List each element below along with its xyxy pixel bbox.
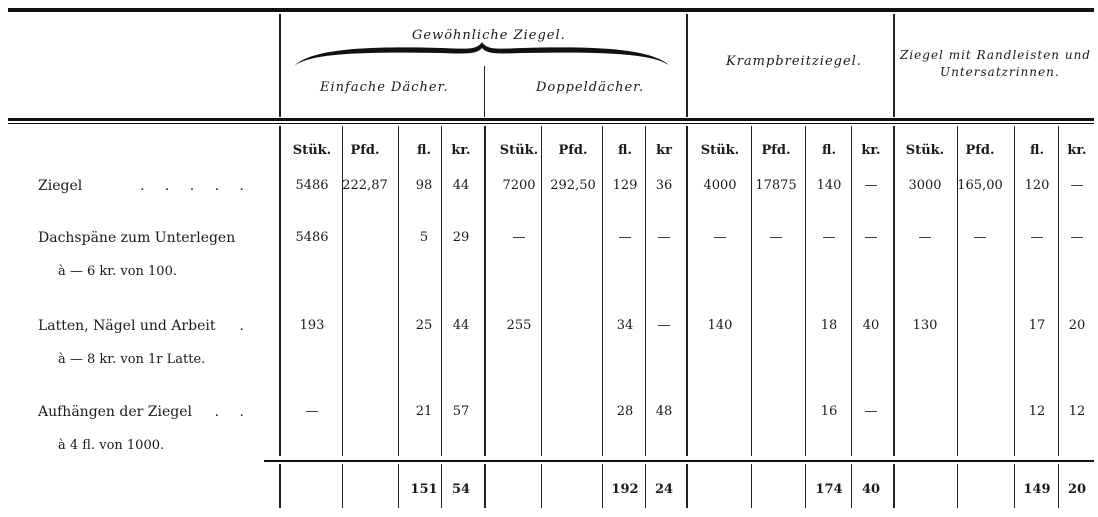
total-cell: 54 (451, 482, 471, 497)
header-gewoehnliche: Gewöhnliche Ziegel. (412, 28, 566, 43)
table-cell: 130 (912, 318, 938, 333)
unit-heading: Pfd. (350, 143, 380, 158)
header-rand-line2: Untersatzrinnen. (940, 65, 1060, 79)
header-kramp: Krampbreitziegel. (726, 54, 862, 69)
header-doppel: Doppeldächer. (536, 80, 645, 95)
header-divider (279, 14, 281, 117)
total-cell: 20 (1067, 482, 1087, 497)
row-leader-dots: . . (214, 404, 252, 420)
row-rate: à — 6 kr. von 100. (58, 264, 177, 279)
table-cell: 29 (452, 230, 470, 245)
table-cell: 165,00 (957, 178, 1003, 193)
table-cell: — (305, 404, 319, 419)
table-cell: 140 (816, 178, 842, 193)
table-cell: 4000 (703, 178, 737, 193)
table-cell: 255 (506, 318, 532, 333)
column-divider (957, 126, 958, 456)
table-cell: 16 (820, 404, 838, 419)
unit-heading: Pfd. (558, 143, 588, 158)
table-cell: 3000 (908, 178, 942, 193)
table-cell: 292,50 (550, 178, 596, 193)
table-cell: 12 (1028, 404, 1046, 419)
row-leader-dots: . (239, 318, 252, 334)
table-cell: 7200 (502, 178, 536, 193)
total-cell: 40 (861, 482, 881, 497)
table-cell: 129 (612, 178, 638, 193)
unit-heading: Stük. (700, 143, 740, 158)
header-rule-thin (8, 123, 1094, 124)
table-cell: 18 (820, 318, 838, 333)
table-cell: 48 (655, 404, 673, 419)
table-cell: — (1070, 178, 1084, 193)
table-cell: 140 (707, 318, 733, 333)
column-divider (541, 126, 542, 456)
column-divider (279, 126, 281, 456)
row-label: Dachspäne zum Unterlegen (38, 230, 236, 246)
table-cell: 12 (1068, 404, 1086, 419)
table-cell: 36 (655, 178, 673, 193)
header-rand-line1: Ziegel mit Randleisten und (900, 48, 1091, 62)
table-cell: 5486 (295, 178, 329, 193)
unit-heading: fl. (618, 143, 632, 158)
unit-heading: kr (656, 143, 672, 158)
totals-divider (541, 464, 542, 508)
totals-rule (264, 460, 1094, 462)
table-cell: 25 (415, 318, 433, 333)
unit-heading: Stük. (905, 143, 945, 158)
row-label: Ziegel (38, 178, 83, 194)
row-leader-dots: . . . . . (139, 178, 252, 194)
table-cell: 222,87 (342, 178, 388, 193)
table-cell: — (864, 404, 878, 419)
table-cell: 34 (616, 318, 634, 333)
table-cell: 44 (452, 318, 470, 333)
unit-heading: kr. (1067, 143, 1087, 158)
header-einfache: Einfache Dächer. (320, 80, 449, 95)
table-cell: — (918, 230, 932, 245)
column-divider (342, 126, 343, 456)
table-cell: 20 (1068, 318, 1086, 333)
totals-divider (279, 464, 281, 508)
unit-heading: Stük. (499, 143, 539, 158)
header-divider (686, 14, 688, 117)
table-cell: 193 (299, 318, 325, 333)
table-cell: 21 (415, 404, 433, 419)
total-cell: 151 (410, 482, 438, 497)
header-rule (8, 118, 1094, 121)
table-cell: — (657, 318, 671, 333)
table-cell: 28 (616, 404, 634, 419)
table-cell: — (1070, 230, 1084, 245)
total-cell: 192 (611, 482, 639, 497)
table-cell: 98 (415, 178, 433, 193)
curly-brace (292, 40, 672, 70)
total-cell: 24 (654, 482, 674, 497)
header-divider (893, 14, 895, 117)
row-rate: à — 8 kr. von 1r Latte. (58, 352, 206, 367)
table-cell: 5 (419, 230, 429, 245)
table-cell: — (512, 230, 526, 245)
top-rule (8, 8, 1094, 12)
row-label: Aufhängen der Ziegel (38, 404, 193, 420)
unit-heading: fl. (822, 143, 836, 158)
unit-heading: kr. (861, 143, 881, 158)
unit-heading: Pfd. (761, 143, 791, 158)
table-cell: — (864, 178, 878, 193)
unit-heading: kr. (451, 143, 471, 158)
table-cell: 40 (862, 318, 880, 333)
header-divider (484, 66, 485, 117)
table-cell: — (822, 230, 836, 245)
table-cell: — (973, 230, 987, 245)
totals-divider (957, 464, 958, 508)
unit-heading: Pfd. (965, 143, 995, 158)
table-cell: 44 (452, 178, 470, 193)
table-cell: 120 (1024, 178, 1050, 193)
table-cell: 17875 (755, 178, 797, 193)
row-label: Latten, Nägel und Arbeit (38, 318, 216, 334)
table-cell: — (618, 230, 632, 245)
totals-divider (342, 464, 343, 508)
column-divider (751, 126, 752, 456)
table-cell: 5486 (295, 230, 329, 245)
table-cell: — (713, 230, 727, 245)
totals-divider (751, 464, 752, 508)
unit-heading: Stük. (292, 143, 332, 158)
total-cell: 174 (815, 482, 843, 497)
table-cell: — (657, 230, 671, 245)
table-cell: — (864, 230, 878, 245)
table-cell: 57 (452, 404, 470, 419)
table-cell: — (769, 230, 783, 245)
total-cell: 149 (1023, 482, 1051, 497)
row-rate: à 4 fl. von 1000. (58, 438, 165, 453)
unit-heading: fl. (1030, 143, 1044, 158)
table-cell: 17 (1028, 318, 1046, 333)
unit-heading: fl. (417, 143, 431, 158)
table-cell: — (1030, 230, 1044, 245)
